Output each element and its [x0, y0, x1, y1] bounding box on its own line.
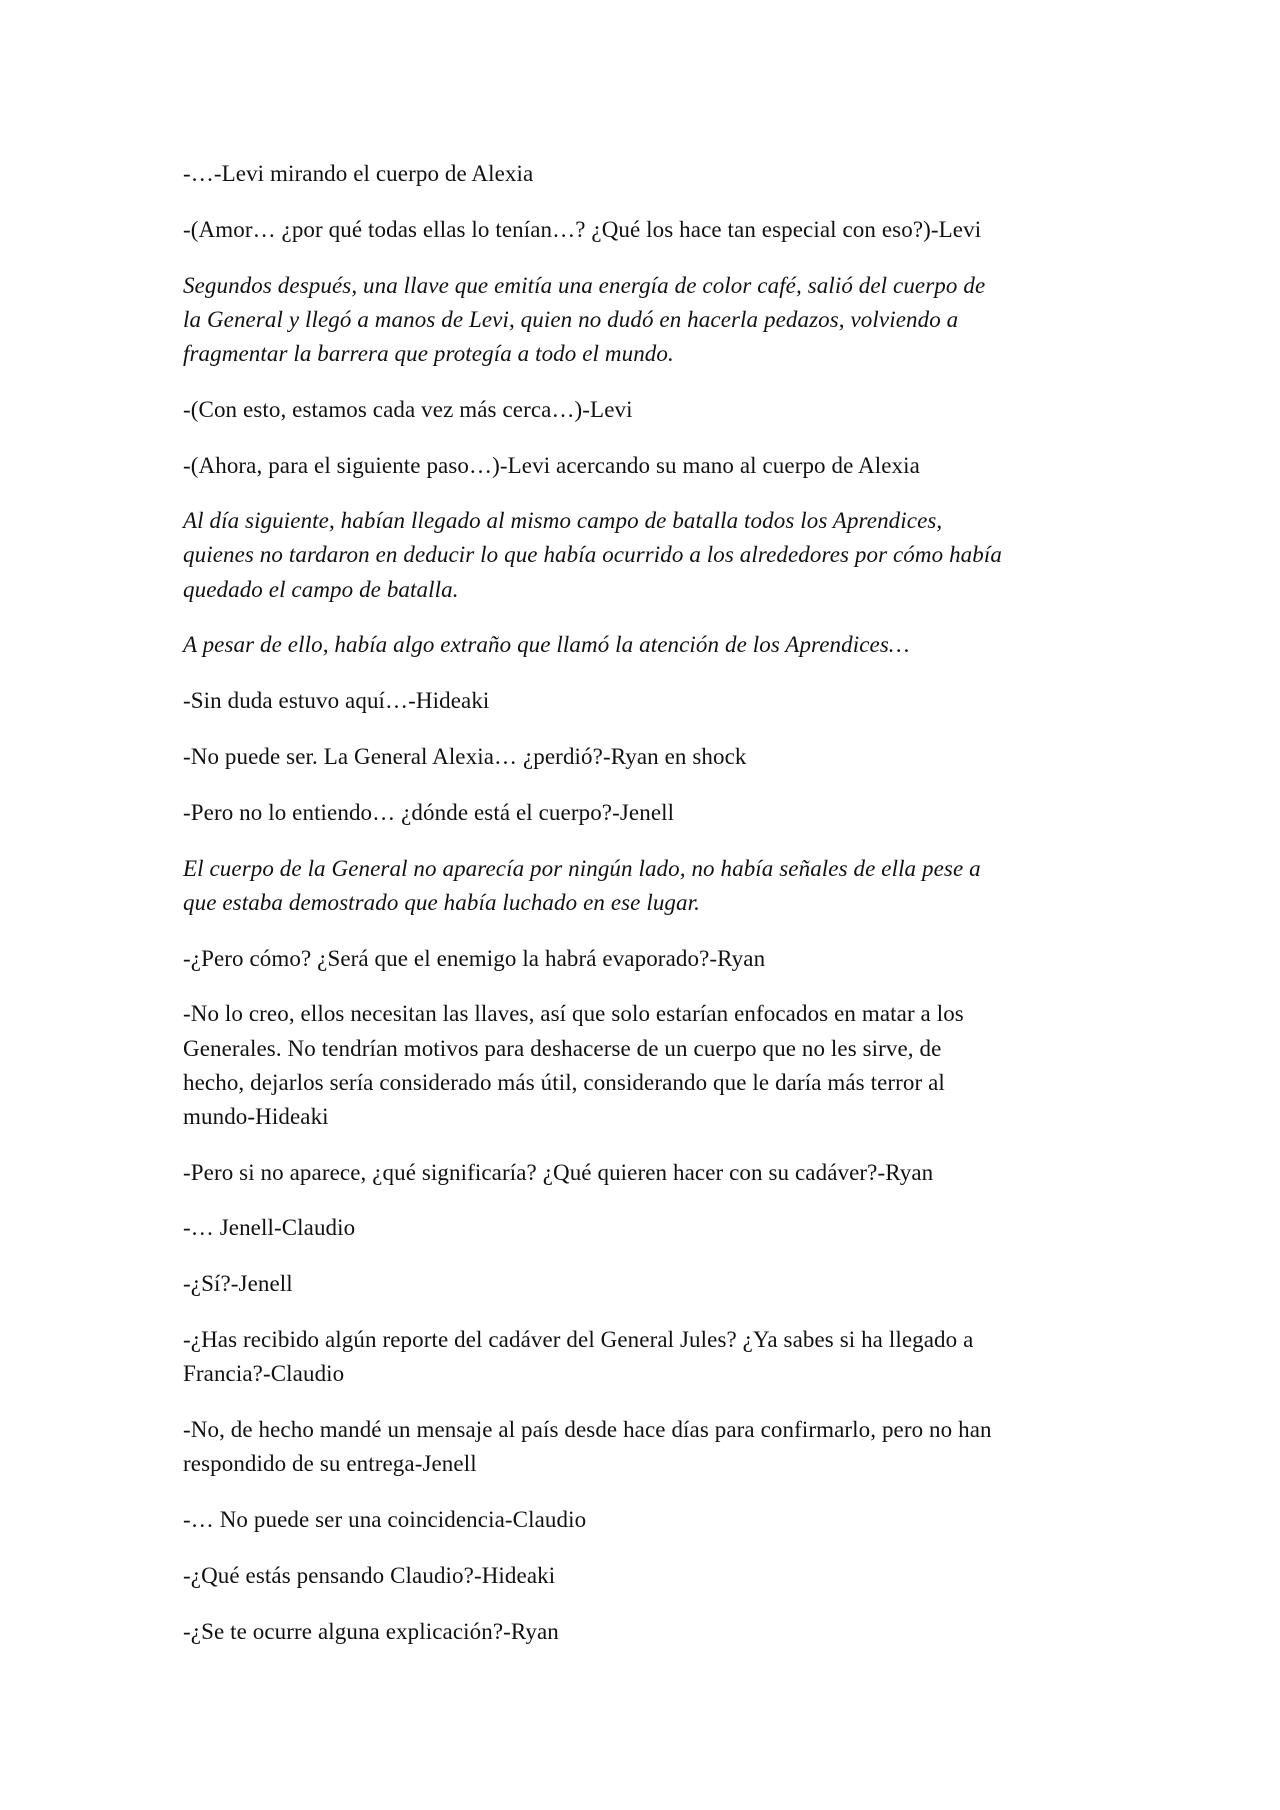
text-line: quienes no tardaron en deducir lo que había ocurrido a los alrededores por cómo había	[183, 542, 1002, 568]
narration-paragraph	[183, 628, 1143, 662]
text-line: -…-Levi mirando el cuerpo de Alexia	[183, 161, 534, 186]
dialogue-paragraph	[183, 684, 1143, 718]
text-line: -¿Has recibido algún reporte del cadáver del General Jules? ¿Ya sabes si ha llegado a	[183, 1327, 974, 1352]
text-line: -No, de hecho mandé un mensaje al país desde hace días para confirmarlo, pero no han	[183, 1416, 992, 1442]
dialogue-paragraph	[183, 740, 1143, 774]
dialogue-paragraph	[183, 393, 1143, 427]
dialogue-paragraph	[183, 1559, 1143, 1593]
narration-paragraph	[183, 852, 1143, 920]
text-line: El cuerpo de la General no aparecía por ningún lado, no había señales de ella pese a	[183, 855, 981, 881]
dialogue-paragraph	[183, 1413, 1143, 1481]
text-line: -¿Qué estás pensando Claudio?-Hideaki	[183, 1562, 556, 1588]
dialogue-paragraph	[183, 1323, 1143, 1391]
dialogue-paragraph	[183, 213, 1143, 247]
dialogue-paragraph	[183, 997, 1143, 1134]
text-line: A pesar de ello, había algo extraño que llamó la atención de los Aprendices…	[183, 632, 910, 658]
text-line: fragmentar la barrera que protegía a todo el mundo.	[183, 340, 674, 366]
text-line: -¿Sí?-Jenell	[183, 1271, 293, 1297]
text-line: Francia?-Claudio	[183, 1361, 345, 1387]
text-line: -No lo creo, ellos necesitan las llaves, así que solo estarían enfocados en matar a los	[183, 1001, 964, 1027]
text-line: -Sin duda estuvo aquí…-Hideaki	[183, 688, 490, 714]
text-line: la General y llegó a manos de Levi, quien no dudó en hacerla pedazos, volviendo a	[183, 306, 959, 332]
document-body	[183, 157, 1143, 1670]
dialogue-paragraph	[183, 1267, 1143, 1301]
narration-paragraph	[183, 269, 1143, 372]
text-line: quedado el campo de batalla.	[183, 576, 459, 602]
text-line: que estaba demostrado que había luchado en ese lugar.	[183, 889, 700, 915]
text-line: -(Con esto, estamos cada vez más cerca…)-Levi	[183, 396, 633, 422]
text-line: -No puede ser. La General Alexia… ¿perdió?-Ryan en shock	[183, 744, 747, 769]
text-line: Al día siguiente, habían llegado al mismo campo de batalla todos los Aprendices,	[183, 508, 943, 534]
dialogue-paragraph	[183, 1503, 1143, 1537]
dialogue-paragraph	[183, 796, 1143, 830]
text-line: -(Ahora, para el siguiente paso…)-Levi acercando su mano al cuerpo de Alexia	[183, 452, 920, 478]
text-line: hecho, dejarlos sería considerado más útil, considerando que le daría más terror al	[183, 1069, 945, 1095]
dialogue-paragraph	[183, 942, 1143, 976]
text-line: Segundos después, una llave que emitía una energía de color café, salió del cuerpo de	[183, 272, 986, 298]
narration-paragraph	[183, 504, 1143, 607]
text-line: respondido de su entrega-Jenell	[183, 1451, 477, 1477]
dialogue-paragraph	[183, 449, 1143, 483]
text-line: -… No puede ser una coincidencia-Claudio	[183, 1506, 587, 1532]
text-line: mundo-Hideaki	[183, 1103, 329, 1129]
text-line: -Pero no lo entiendo… ¿dónde está el cuerpo?-Jenell	[183, 799, 675, 825]
text-line: -¿Se te ocurre alguna explicación?-Ryan	[183, 1618, 559, 1644]
dialogue-paragraph	[183, 157, 1143, 191]
dialogue-paragraph	[183, 1211, 1143, 1245]
text-line: -¿Pero cómo? ¿Será que el enemigo la habrá evaporado?-Ryan	[183, 945, 766, 971]
text-line: Generales. No tendrían motivos para deshacerse de un cuerpo que no les sirve, de	[183, 1035, 942, 1061]
dialogue-paragraph	[183, 1615, 1143, 1649]
dialogue-paragraph	[183, 1156, 1143, 1190]
text-line: -Pero si no aparece, ¿qué significaría? ¿Qué quieren hacer con su cadáver?-Ryan	[183, 1159, 934, 1185]
text-line: -… Jenell-Claudio	[183, 1215, 356, 1241]
text-line: -(Amor… ¿por qué todas ellas lo tenían…? ¿Qué los hace tan especial con eso?)-Levi	[183, 216, 982, 242]
